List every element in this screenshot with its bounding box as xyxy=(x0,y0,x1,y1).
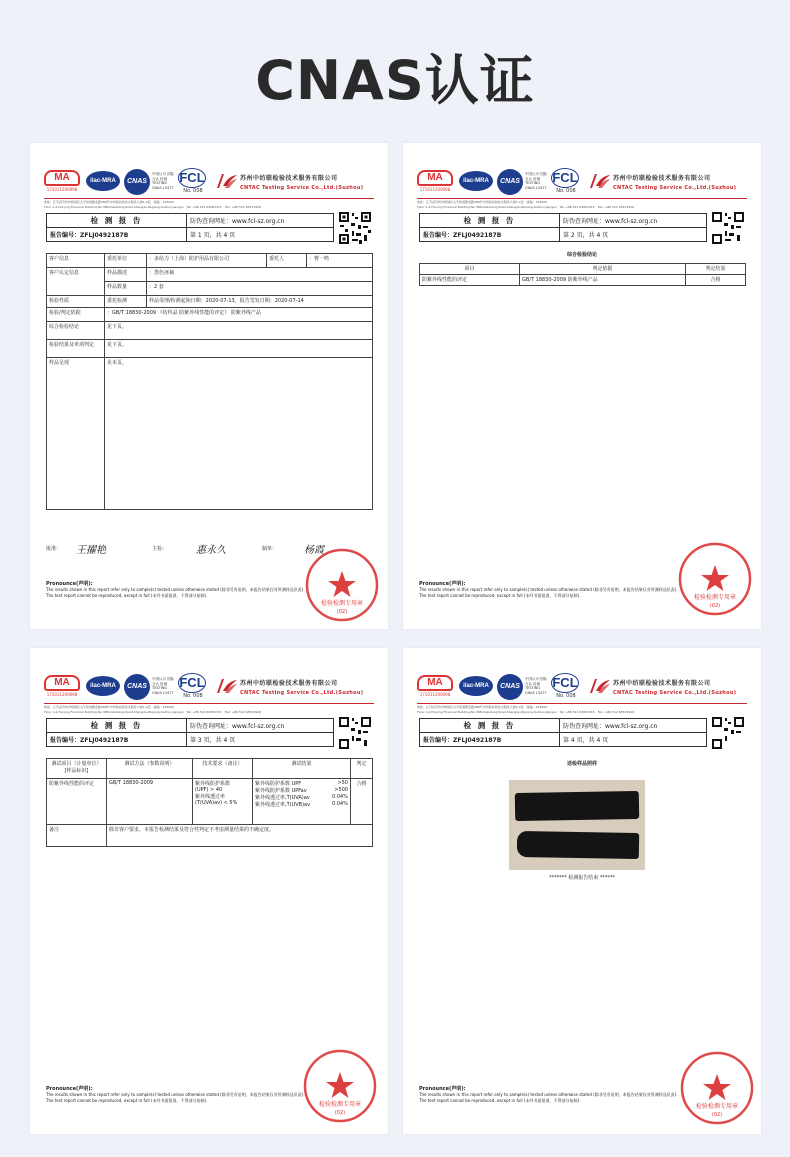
report-title: 检 测 报 告 xyxy=(420,214,560,228)
address-cn: 地址：江苏省苏州市相城区太平街道聚金路388号中纺联检验技术服务大楼1-2层 邮编：215000 xyxy=(44,200,175,204)
column-header: 测试方法（参数说明） xyxy=(107,759,193,779)
svg-text:检验检测专用章: 检验检测专用章 xyxy=(693,594,737,601)
svg-text:(02): (02) xyxy=(709,603,721,609)
fcl-logo: FCL No. 008 xyxy=(179,675,205,699)
table-cell: 防紫外线性能的评定 xyxy=(47,779,107,825)
stamp-icon xyxy=(302,1048,378,1124)
svg-text:检验检测专用章: 检验检测专用章 xyxy=(318,1101,362,1108)
company-name: 苏州中纺联检验技术服务有限公司 CNTAC Testing Service Co.,Ltd.(Suzhou) xyxy=(240,175,364,191)
page-number: 第 4 页，共 4 页 xyxy=(560,733,707,747)
cnas-logo: CNAS xyxy=(124,674,150,700)
svg-text:检验检测专用章: 检验检测专用章 xyxy=(695,1103,739,1110)
conclusion-table xyxy=(419,263,746,286)
header-rule xyxy=(44,198,374,199)
report-number: 报告编号：ZFLJ0492187B xyxy=(47,733,187,747)
query-url: 防伪查询网址：www.fcl-sz.org.cn xyxy=(560,719,707,733)
report-title: 检 测 报 告 xyxy=(420,719,560,733)
qr-code-icon xyxy=(338,716,372,750)
address-en: Floor 1-2,Huiying Financial Building,No.388,Dalishang Road,Shengze,Wujiang,Suzhou,Jiangsu Tel: +86 512 63081315 Fax: +86 512 63515926 xyxy=(44,710,261,714)
column-header: 测试结果 xyxy=(253,759,351,779)
pronounce: Pronounce(声明): The results shown in this report refer only to sample(s) tested unless otherwise stated (除非另有说明，本报告结果仅对所测样品负责). The test report cannot be reproduced, except in full (未经书面批准，不得部分复制). xyxy=(419,581,678,598)
cell-label: 客户信息 xyxy=(47,254,105,268)
address-cn: 地址：江苏省苏州市相城区太平街道聚金路388号中纺联检验技术服务大楼1-2层 邮编：215000 xyxy=(44,705,175,709)
result-cell: 紫外线防护系数 UPF >50 紫外线防护系数 UPFav >500 紫外线透过率,T(UVA)av 0.04% 紫外线透过率,T(UVB)av 0.04% xyxy=(253,779,351,825)
results-table xyxy=(46,758,373,847)
report-header-table xyxy=(46,718,334,747)
cnas-caption: 中国认可 国际互认 检测 TESTING CNAS L3477 xyxy=(525,677,548,695)
svg-text:(02): (02) xyxy=(334,1110,346,1116)
report-page-4 xyxy=(403,648,761,1134)
flag-icon xyxy=(216,677,238,695)
table-cell: 除非客户要求，本报告检测结果及符合性判定不考虑测量结果的不确定度。 xyxy=(107,825,373,847)
cell-value: 样品受理/检测起始日期：2020-07-13，报告签发日期：2020-07-14 xyxy=(147,296,373,308)
ma-logo: MA 171011200098 xyxy=(44,170,80,192)
maker-signature: 杨霞 xyxy=(304,545,324,556)
pronounce: Pronounce(声明): The results shown in this report refer only to sample(s) tested unless otherwise stated (除非另有说明，本报告结果仅对所测样品负责). The test report cannot be reproduced, except in full (未经书面批准，不得部分复制). xyxy=(419,1086,678,1103)
address-en: Floor 1-2,Huiying Financial Building,No.388,Dalishang Road,Shengze,Wujiang,Suzhou,Jiangsu Tel: +86 512 63081315 Fax: +86 512 63515926 xyxy=(417,205,634,209)
cell-label: 委托单位 xyxy=(105,254,147,268)
logo-strip xyxy=(44,168,374,198)
stamp-icon xyxy=(679,1050,755,1126)
page-number: 第 1 页，共 4 页 xyxy=(187,228,334,242)
cell-value: ：黑色冰袖 xyxy=(147,268,373,282)
ma-logo: MA 171011200098 xyxy=(417,170,453,192)
table-cell: 防紫外线性能的评定 xyxy=(420,275,520,286)
cnas-logo: CNAS xyxy=(124,169,150,195)
ilac-mra-logo: ilac-MRA xyxy=(459,171,493,191)
qr-code-icon xyxy=(711,211,745,245)
cell-value: 委托检测 xyxy=(105,296,147,308)
company-name: 苏州中纺联检验技术服务有限公司 CNTAC Testing Service Co.,Ltd.(Suzhou) xyxy=(613,175,737,191)
report-number: 报告编号：ZFLJ0492187B xyxy=(420,228,560,242)
ma-logo: MA 171011200098 xyxy=(44,675,80,697)
review-signature: 惠永久 xyxy=(196,545,226,556)
table-cell: 备注 xyxy=(47,825,107,847)
report-title: 检 测 报 告 xyxy=(47,719,187,733)
query-url: 防伪查询网址：www.fcl-sz.org.cn xyxy=(560,214,707,228)
cell-label: 委托人 xyxy=(267,254,307,268)
report-number: 报告编号：ZFLJ0492187B xyxy=(47,228,187,242)
header-rule xyxy=(417,703,747,704)
report-number: 报告编号：ZFLJ0492187B xyxy=(420,733,560,747)
header-rule xyxy=(417,198,747,199)
table-cell: GB/T 18830-2009 xyxy=(107,779,193,825)
ilac-mra-logo: ilac-MRA xyxy=(86,676,120,696)
address-cn: 地址：江苏省苏州市相城区太平街道聚金路388号中纺联检验技术服务大楼1-2层 邮编：215000 xyxy=(417,200,548,204)
column-header: 项目 xyxy=(420,264,520,275)
cell-value: ：GB/T 18830-2009 《纺织品 防紫外线性能的评定》 防紫外线产品 xyxy=(105,308,373,322)
column-header: 判定依据 xyxy=(520,264,686,275)
cell-label: 样品呈现 xyxy=(47,358,105,510)
approve-label: 批准： xyxy=(46,546,62,552)
cell-value: 见下页。 xyxy=(105,322,373,340)
maker-label: 制单： xyxy=(262,546,278,552)
address-en: Floor 1-2,Huiying Financial Building,No.388,Dalishang Road,Shengze,Wujiang,Suzhou,Jiangsu Tel: +86 512 63081315 Fax: +86 512 63515926 xyxy=(44,205,261,209)
svg-text:(02): (02) xyxy=(336,609,348,615)
company-name: 苏州中纺联检验技术服务有限公司 CNTAC Testing Service Co.,Ltd.(Suzhou) xyxy=(240,680,364,696)
company-name: 苏州中纺联检验技术服务有限公司 CNTAC Testing Service Co.,Ltd.(Suzhou) xyxy=(613,680,737,696)
report-page-2 xyxy=(403,143,761,629)
report-header-table xyxy=(419,213,707,242)
qr-code-icon xyxy=(711,716,745,750)
ma-logo: MA 171011200098 xyxy=(417,675,453,697)
report-header-table xyxy=(46,213,334,242)
ilac-mra-logo: ilac-MRA xyxy=(459,676,493,696)
pronounce: Pronounce(声明): The results shown in this report refer only to sample(s) tested unless otherwise stated (除非另有说明，本报告结果仅对所测样品负责). The test report cannot be reproduced, except in full (未经书面批准，不得部分复制). xyxy=(46,1086,305,1103)
report-end: ******* 检测报告结束 ****** xyxy=(549,875,615,881)
cnas-caption: 中国认可 国际互认 检测 TESTING CNAS L3477 xyxy=(525,172,548,190)
column-header: 测试项目（计量单位）[样品标识] xyxy=(47,759,107,779)
cnas-caption: 中国认可 国际互认 检测 TESTING CNAS L3477 xyxy=(152,677,175,695)
logo-strip xyxy=(417,168,747,198)
fcl-logo: FCL No. 008 xyxy=(552,170,578,194)
sample-photo xyxy=(509,780,645,870)
logo-strip xyxy=(417,673,747,703)
header-rule xyxy=(44,703,374,704)
report-page-3 xyxy=(30,648,388,1134)
stamp-icon xyxy=(304,547,380,623)
ilac-mra-logo: ilac-MRA xyxy=(86,171,120,191)
column-header: 技术要求（备注） xyxy=(193,759,253,779)
address-en: Floor 1-2,Huiying Financial Building,No.388,Dalishang Road,Shengze,Wujiang,Suzhou,Jiangsu Tel: +86 512 63081315 Fax: +86 512 63515926 xyxy=(417,710,634,714)
cell-value: 见末页。 xyxy=(105,358,373,510)
query-url: 防伪查询网址：www.fcl-sz.org.cn xyxy=(187,214,334,228)
cell-label: 检验性质 xyxy=(47,296,105,308)
flag-icon xyxy=(589,677,611,695)
flag-icon xyxy=(589,172,611,190)
cell-value: 见下页。 xyxy=(105,340,373,358)
cnas-logo: CNAS xyxy=(497,169,523,195)
logo-strip xyxy=(44,673,374,703)
cell-label: 检验结果及单项判定 xyxy=(47,340,105,358)
fcl-logo: FCL No. 008 xyxy=(179,170,205,194)
query-url: 防伪查询网址：www.fcl-sz.org.cn xyxy=(187,719,334,733)
cnas-caption: 中国认可 国际互认 检测 TESTING CNAS L3477 xyxy=(152,172,175,190)
report-page-1 xyxy=(30,143,388,629)
verdict-cell: 合格 xyxy=(351,779,373,825)
approve-signature: 王擢艳 xyxy=(76,545,106,556)
cell-label: 检验/判定依据 xyxy=(47,308,105,322)
requirement-cell: 紫外线防护系数 (UPF) > 40 紫外线透过率 (T(UVA)av) < 5% xyxy=(193,779,253,825)
svg-text:(02): (02) xyxy=(711,1112,723,1118)
column-header: 判定 xyxy=(351,759,373,779)
page-number: 第 3 页，共 4 页 xyxy=(187,733,334,747)
cell-label: 综合检验结论 xyxy=(47,322,105,340)
review-label: 主检： xyxy=(152,546,168,552)
flag-icon xyxy=(216,172,238,190)
cnas-logo: CNAS xyxy=(497,674,523,700)
qr-code-icon xyxy=(338,211,372,245)
cell-label: 客户认定信息 xyxy=(47,268,105,296)
svg-text:检验检测专用章: 检验检测专用章 xyxy=(320,600,364,607)
cell-value: ：多给力（上海）防护用品有限公司 xyxy=(147,254,267,268)
section-title: 送检样品照样 xyxy=(566,761,597,767)
cell-value: ：2 套 xyxy=(147,282,373,296)
sleeve-sample xyxy=(515,791,639,821)
page-number: 第 2 页，共 4 页 xyxy=(560,228,707,242)
pronounce: Pronounce(声明): The results shown in this report refer only to sample(s) tested unless otherwise stated (除非另有说明，本报告结果仅对所测样品负责). The test report cannot be reproduced, except in full (未经书面批准，不得部分复制). xyxy=(46,581,305,598)
stamp-icon xyxy=(677,541,753,617)
fcl-logo: FCL No. 008 xyxy=(552,675,578,699)
report-title: 检 测 报 告 xyxy=(47,214,187,228)
address-cn: 地址：江苏省苏州市相城区太平街道聚金路388号中纺联检验技术服务大楼1-2层 邮编：215000 xyxy=(417,705,548,709)
sleeve-sample xyxy=(517,831,639,859)
report-header-table xyxy=(419,718,707,747)
table-cell: 合格 xyxy=(686,275,746,286)
column-header: 判定结果 xyxy=(686,264,746,275)
table-cell: GB/T 18830-2009 防紫外线产品 xyxy=(520,275,686,286)
cell-label: 样品描述 xyxy=(105,268,147,282)
cell-value: ：曹一鸣 xyxy=(307,254,373,268)
info-table xyxy=(46,253,373,510)
cell-label: 样品数量 xyxy=(105,282,147,296)
page-title: CNAS认证 xyxy=(255,49,535,112)
section-title: 综合检验结论 xyxy=(566,252,597,258)
